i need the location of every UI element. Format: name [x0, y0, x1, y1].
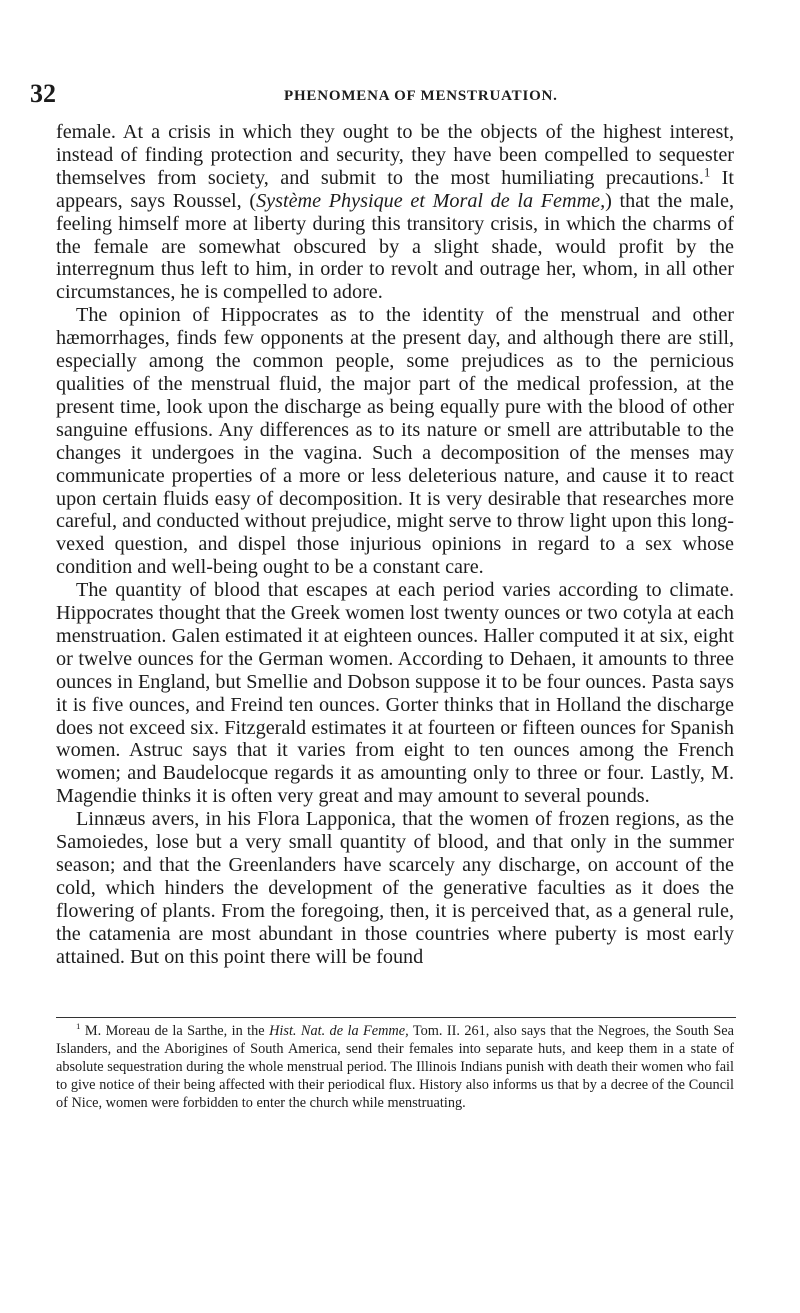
footnote-reference: 1	[703, 165, 711, 180]
page-number: 32	[30, 79, 56, 108]
running-head	[0, 80, 800, 110]
paragraph-1	[56, 121, 734, 304]
body-text	[56, 121, 734, 969]
paragraph-1-text-c: ) that the male, feeling himself more at liberty during this transitory crisis, in which the charms of the female are somewhat obscured by a slight shade, would profit by the interregnum thus left to him, in order to revolt and outrage her, whom, in all other circumstances, he is compelled to adore.	[56, 189, 734, 304]
footnote-divider	[56, 1017, 736, 1018]
paragraph-1-text-b: It appears, says Roussel, (	[56, 166, 734, 212]
footnote-marker: 1	[76, 1021, 81, 1032]
paragraph-2: The opinion of Hippocrates as to the identity of the menstrual and other hæmorrhages, finds few opponents at the present day, and although there are still, especially among the common people, some prejudices as to the pernicious qualities of the menstrual fluid, the major part of the medical profession, at the present time, look upon the discharge as being equally pure with the blood of other sanguine effusions. Any differences as to its nature or smell are attributable to the changes it undergoes in the vagina. Such a decomposition of the menses may communicate properties of a more or less deleterious nature, and cause it to react upon certain fluids easy of decomposition. It is very desirable that researches more careful, and conducted without prejudice, might serve to throw light upon this long-vexed question, and dispel those injurious opinions in regard to a sex whose condition and well-being ought to be a constant care.	[56, 304, 734, 579]
footnote-text-b: Tom. II. 261, also says that the Negroes, the South Sea Islanders, and the Aborigines of South America, send their females into separate huts, and keep them in a state of absolute sequestration during the whole menstrual period. The Illinois Indians punish with death their women who fail to give notice of their being affected with their periodical flux. History also informs us that by a decree of the Council of Nice, women were forbidden to enter the church while menstruating.	[56, 1023, 735, 1112]
paragraph-1-text-a: female. At a crisis in which they ought to be the objects of the highest interest, instead of finding protection and security, they have been compelled to sequester themselves from society, and submit to the most humiliating precautions.	[56, 121, 734, 189]
footnote-cited-title: Hist. Nat. de la Femme,	[269, 1023, 409, 1039]
paragraph-3: The quantity of blood that escapes at each period varies according to climate. Hippocrates thought that the Greek women lost twenty ounces or two cotyla at each menstruation. Galen estimated it at eighteen ounces. Haller computed it at six, eight or twelve ounces for the German women. According to Dehaen, it amounts to three ounces in England, but Smellie and Dobson suppose it to be four ounces. Pasta says it is five ounces, and Freind ten ounces. Gorter thinks that in Holland the discharge does not exceed six. Fitzgerald estimates it at fourteen or fifteen ounces for Spanish women. Astruc says that it varies from eight to ten ounces among the French women; and Baudelocque regards it as amounting only to three or four. Lastly, M. Magendie thinks it is often very great and may amount to several pounds.	[56, 579, 734, 808]
cited-title: Système Physique et Moral de la Femme,	[256, 189, 606, 212]
footnote	[56, 1022, 734, 1112]
footnote-text-a: M. Moreau de la Sarthe, in the	[80, 1023, 270, 1039]
running-title: PHENOMENA OF MENSTRUATION.	[284, 88, 558, 104]
paragraph-4: Linnæus avers, in his Flora Lapponica, that the women of frozen regions, as the Samoiedes, lose but a very small quantity of blood, and that only in the summer season; and that the Greenlanders have scarcely any discharge, on account of the cold, which hinders the development of the generative faculties as it does the flowering of plants. From the foregoing, then, it is perceived that, as a general rule, the catamenia are most abundant in those countries where puberty is most early attained. But on this point there will be found	[56, 808, 734, 968]
